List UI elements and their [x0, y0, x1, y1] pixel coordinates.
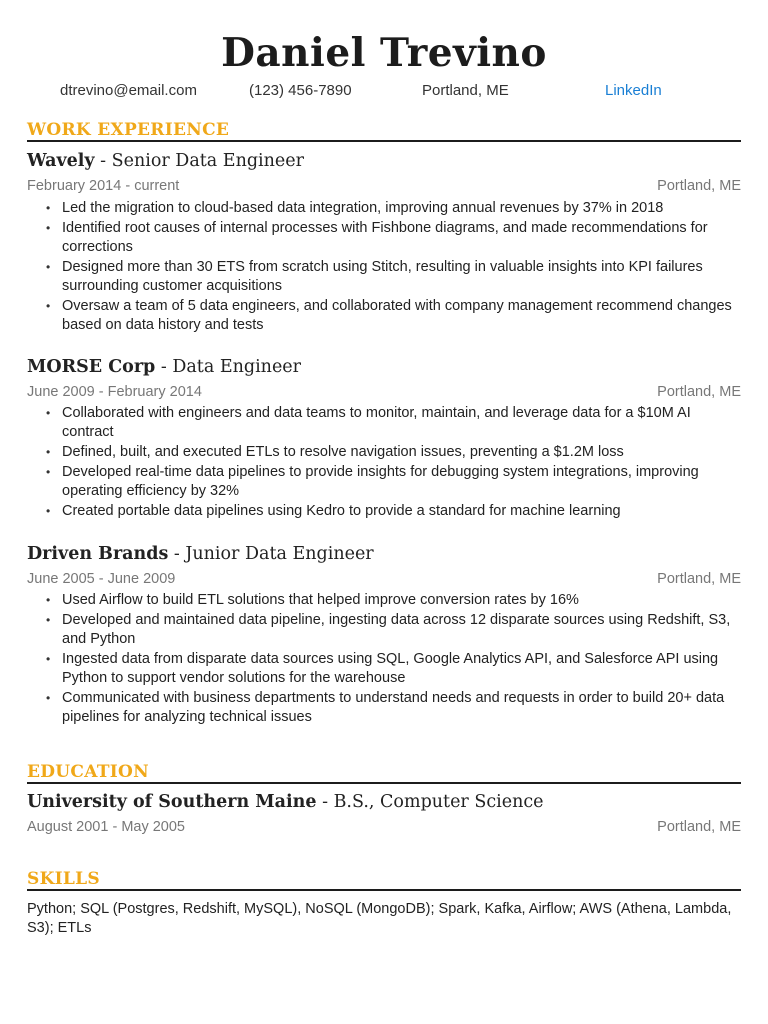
company-name: Driven Brands: [27, 544, 169, 564]
job-dates: June 2009 - February 2014: [27, 384, 202, 400]
bullet-icon: •: [46, 299, 51, 313]
list-item: • Led the migration to cloud-based data integration, improving annual revenues by 37% in 2018: [46, 200, 664, 216]
education-location: Portland, ME: [657, 819, 741, 835]
list-item: • Oversaw a team of 5 data engineers, and collaborated with company management recommend changes based on data history and tests: [46, 298, 732, 333]
list-item: • Designed more than 30 ETS from scratch using Stitch, resulting in valuable insights into KPI failures surrounding customer acquisitions: [46, 259, 703, 294]
job-location: Portland, ME: [657, 571, 741, 587]
contact-location: Portland, ME: [422, 82, 509, 99]
list-item: • Communicated with business departments to understand needs and requests in order to build 20+ data pipelines for analyzing technical issues: [46, 690, 725, 725]
bullet-icon: •: [46, 652, 51, 666]
job-role: - Senior Data Engineer: [94, 151, 304, 171]
company-name: Wavely: [27, 151, 95, 171]
bullet-icon: •: [46, 593, 51, 607]
linkedin-link[interactable]: LinkedIn: [605, 82, 662, 99]
job-bullets-2: [42, 404, 744, 522]
section-title-skills: SKILLS: [27, 869, 100, 889]
bullet-icon: •: [46, 691, 51, 705]
bullet-icon: •: [46, 201, 51, 215]
section-title-work: WORK EXPERIENCE: [27, 120, 230, 140]
school-name: University of Southern Maine: [27, 792, 317, 812]
bullet-icon: •: [46, 504, 51, 518]
list-item: • Created portable data pipelines using Kedro to provide a standard for machine learning: [46, 503, 621, 519]
job-role: - Data Engineer: [155, 357, 302, 377]
job-dates: February 2014 - current: [27, 178, 180, 194]
job-dates: June 2005 - June 2009: [27, 571, 176, 587]
job-bullets-3: [42, 591, 744, 728]
list-item: • Defined, built, and executed ETLs to resolve navigation issues, preventing a $1.2M loss: [46, 444, 624, 460]
list-item: • Used Airflow to build ETL solutions that helped improve conversion rates by 16%: [46, 592, 579, 608]
company-name: MORSE Corp: [27, 357, 156, 377]
section-title-education: EDUCATION: [27, 762, 149, 782]
list-item: • Collaborated with engineers and data teams to monitor, maintain, and leverage data for a $10M AI contract: [46, 405, 691, 440]
contact-email: dtrevino@email.com: [60, 82, 197, 99]
list-item: • Developed real-time data pipelines to provide insights for debugging system integrations, improving operating efficiency by 32%: [46, 464, 699, 499]
list-item: • Ingested data from disparate data sources using SQL, Google Analytics API, and Salesforce API using Python to support vendor solutions for the warehouse: [46, 651, 719, 686]
job-bullets-1: [42, 199, 744, 336]
skills-list: Python; SQL (Postgres, Redshift, MySQL), NoSQL (MongoDB); Spark, Kafka, Airflow; AWS (Athena, Lambda, S3); ETLs: [27, 901, 732, 936]
degree: - B.S., Computer Science: [316, 792, 544, 812]
contact-phone: (123) 456-7890: [249, 82, 352, 99]
list-item: • Developed and maintained data pipeline, ingesting data across 12 disparate sources using Redshift, S3, and Python: [46, 612, 731, 647]
bullet-icon: •: [46, 221, 51, 235]
bullet-icon: •: [46, 445, 51, 459]
bullet-icon: •: [46, 465, 51, 479]
work-experience-header: [27, 120, 741, 142]
job-location: Portland, ME: [657, 384, 741, 400]
job-title-2: [27, 357, 301, 377]
skills-header: [27, 869, 741, 891]
job-role: - Junior Data Engineer: [168, 544, 374, 564]
candidate-name: Daniel Trevino: [221, 30, 547, 76]
bullet-icon: •: [46, 406, 51, 420]
bullet-icon: •: [46, 613, 51, 627]
job-title-1: [27, 151, 304, 171]
list-item: • Identified root causes of internal processes with Fishbone diagrams, and made recommendations for corrections: [46, 220, 708, 255]
bullet-icon: •: [46, 260, 51, 274]
education-header: [27, 762, 741, 784]
job-title-3: [27, 544, 374, 564]
education-title: [27, 792, 544, 812]
education-dates: August 2001 - May 2005: [27, 819, 185, 835]
job-location: Portland, ME: [657, 178, 741, 194]
